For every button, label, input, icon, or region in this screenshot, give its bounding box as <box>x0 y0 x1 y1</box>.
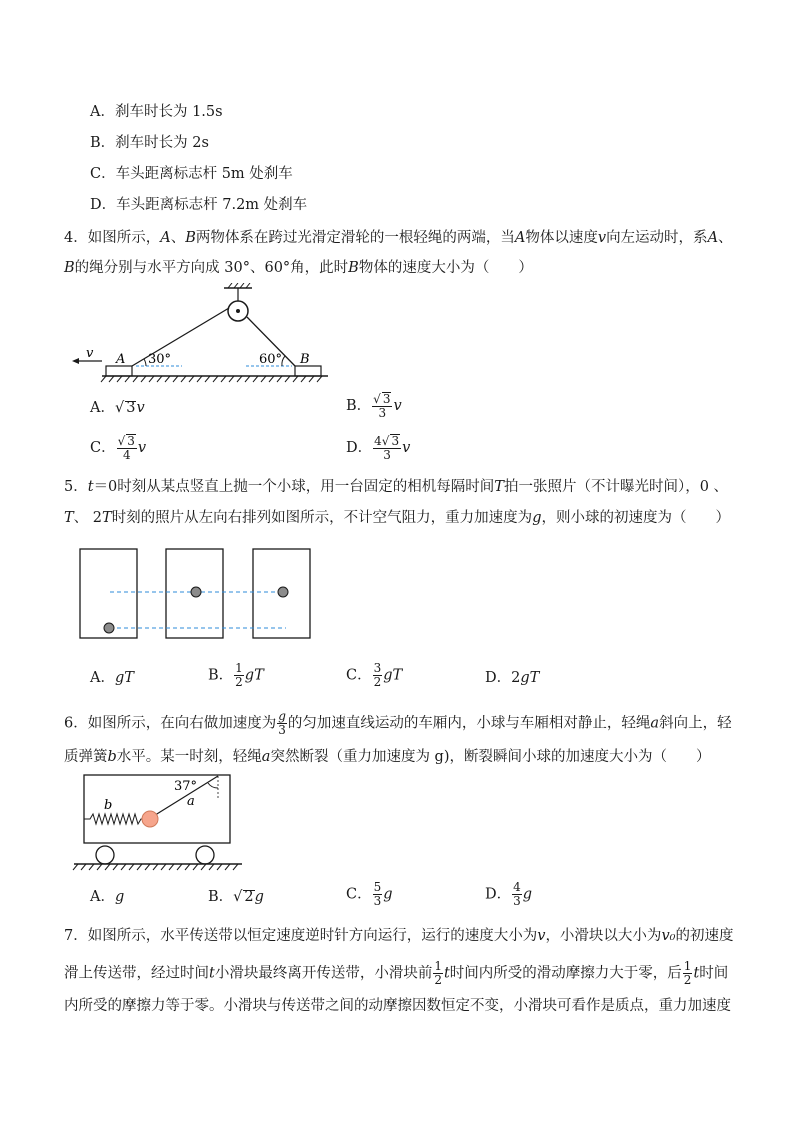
option-label: D． <box>346 440 373 456</box>
rope-a <box>132 308 229 366</box>
q4-text: 、 <box>718 230 733 246</box>
q3-option-b[interactable]: B．刹车时长为 2s <box>90 135 209 151</box>
denominator: 3 <box>373 894 382 908</box>
sqrt-expression: √ 3 <box>114 400 136 416</box>
block-b <box>295 366 321 376</box>
option-label: B． <box>208 889 234 905</box>
q7-text: 小滑块最终离开传送带，小滑块前 <box>214 965 433 982</box>
fraction: $\frac{√ 3}{4}$ <box>117 434 135 462</box>
denominator: 2 <box>373 675 382 689</box>
angle-arc-b <box>282 356 285 366</box>
option-label: C． <box>90 440 116 456</box>
q5-text: ，则小球的初速度为（ ） <box>541 510 730 526</box>
q7-text: 时间内所受的滑动摩擦力大于零，后 <box>449 965 682 982</box>
ball-at-0 <box>104 623 114 633</box>
radicand: 3 <box>382 392 391 406</box>
var-g: g <box>254 889 264 905</box>
ground-hatch <box>101 376 322 382</box>
denominator: 3 <box>378 406 387 420</box>
q5-text: ＝0时刻从某点竖直上抛一个小球，用一台固定的相机每隔时间 <box>93 479 495 495</box>
q3-option-a[interactable]: A．刹车时长为 1.5s <box>90 104 223 120</box>
var-g: g <box>522 886 533 903</box>
numerator: 1 <box>434 959 442 973</box>
q7-var-t: t <box>209 965 215 982</box>
option-label: A． <box>90 889 115 905</box>
fig-label-B: B <box>300 352 310 367</box>
q5-var-T: T <box>64 510 74 526</box>
fraction: $\frac{√ 3}{3}$ <box>373 392 391 420</box>
q4-var-A: A <box>514 230 526 246</box>
radicand: 3 <box>391 434 400 448</box>
q5-text: 拍一张照片（不计曝光时间），0 、 <box>503 479 729 495</box>
block-a <box>106 366 132 376</box>
q7-var-t: t <box>443 965 450 982</box>
var-g: g <box>383 886 393 903</box>
q6-stem-line1 <box>64 710 732 737</box>
sqrt-expression: √ 2 <box>233 889 254 905</box>
q6-text: 水平。某一时刻，轻绳 <box>116 749 262 765</box>
q5-photo-frames-figure <box>78 548 318 642</box>
numerator: g <box>278 709 286 723</box>
q7-stem-line2 <box>64 960 728 987</box>
coefficient: 4 <box>374 434 382 448</box>
q6-text: 6．如图所示，在向右做加速度为 <box>64 715 277 732</box>
wheel-right-icon <box>196 846 214 864</box>
numerator: 5 <box>373 880 382 894</box>
denominator: 3 <box>513 894 521 908</box>
option-label: B． <box>208 667 234 684</box>
ball-at-T <box>191 587 201 597</box>
fraction <box>234 662 244 689</box>
var-v: v <box>137 440 147 456</box>
var-g: g <box>114 889 125 905</box>
denominator: 3 <box>278 723 286 737</box>
fraction-half <box>683 960 693 987</box>
q6-option-c[interactable] <box>346 881 393 908</box>
ground-hatch <box>73 864 238 870</box>
q4-text: 向左运动时，系 <box>606 230 708 246</box>
expr-gT: gT <box>114 670 134 686</box>
denominator: 4 <box>122 448 131 462</box>
q5-var-T: T <box>494 479 504 495</box>
option-label: B． <box>346 398 372 414</box>
q5-option-c[interactable] <box>346 662 402 689</box>
fraction-g-over-3 <box>277 710 287 737</box>
q7-text: ，小滑块以大小为 <box>545 928 662 944</box>
q7-text: 滑上传送带，经过时间 <box>64 965 209 982</box>
q7-var-v: v <box>537 928 546 944</box>
q5-var-g: g <box>532 510 542 526</box>
fraction <box>373 662 383 689</box>
fig-angle-30: 30° <box>148 352 172 367</box>
fig-angle-37: 37° <box>174 779 198 794</box>
q4-text: 两物体系在跨过光滑定滑轮的一根轻绳的两端，当 <box>195 230 515 246</box>
q4-stem-line1 <box>64 228 733 248</box>
q7-text: 时间 <box>699 965 729 982</box>
q7-var-v0: v₀ <box>661 928 676 944</box>
q6-option-d[interactable] <box>485 881 532 908</box>
q4-var-B: B <box>64 260 75 276</box>
q4-var-B: B <box>185 230 196 246</box>
numerator: 1 <box>683 959 692 973</box>
ball-at-2T <box>278 587 288 597</box>
q7-var-t: t <box>693 965 700 982</box>
wheel-left-icon <box>96 846 114 864</box>
fraction <box>373 881 383 908</box>
q5-text: 、 2 <box>73 510 103 526</box>
expr-gT: gT <box>383 667 403 684</box>
var-v: v <box>393 398 402 414</box>
expr-gT: gT <box>244 667 264 684</box>
q3-option-c[interactable]: C．车头距离标志杆 5m 处刹车 <box>90 166 293 182</box>
denominator: 3 <box>383 448 391 462</box>
numerator: 1 <box>235 661 243 675</box>
q5-text: 时刻的照片从左向右排列如图所示，不计空气阻力，重力加速度为 <box>111 510 533 526</box>
fig-angle-60: 60° <box>259 352 283 367</box>
q4-option-a[interactable] <box>90 398 145 418</box>
q4-stem-line2 <box>64 258 533 278</box>
q4-option-b[interactable] <box>346 392 402 420</box>
q6-stem-line2 <box>64 747 711 767</box>
q7-text: 7．如图所示，水平传送带以恒定速度逆时针方向运行，运行的速度大小为 <box>64 928 538 944</box>
q4-text: 的绳分别与水平方向成 30°、60°角，此时 <box>74 260 349 276</box>
numerator: 3 <box>373 661 382 675</box>
q6-text: 突然断裂（重力加速度为 g)，断裂瞬间小球的加速度大小为（ ） <box>270 749 711 765</box>
q6-option-b[interactable] <box>208 887 264 907</box>
q6-var-b: b <box>107 749 117 765</box>
expr-gT: gT <box>520 670 540 686</box>
option-label: D． <box>485 886 512 903</box>
radicand: 3 <box>127 434 135 448</box>
option-label: C． <box>346 886 372 903</box>
q7-stem-line3: 内所受的摩擦力等于零。小滑块与传送带之间的动摩擦因数恒定不变，小滑块可看作是质点，重力加速度 <box>64 998 731 1014</box>
q6-carriage-figure <box>70 772 250 876</box>
q4-text: 物体的速度大小为（ ） <box>358 260 533 276</box>
q5-option-b[interactable] <box>208 662 264 689</box>
q5-stem-line2 <box>64 508 730 528</box>
fig-label-b: b <box>104 798 113 813</box>
var-v: v <box>402 440 411 456</box>
denominator: 2 <box>434 973 442 987</box>
q6-text: 质弹簧 <box>64 749 108 765</box>
velocity-arrowhead-icon <box>72 358 79 364</box>
q6-var-a: a <box>261 749 271 765</box>
option-label: C． <box>346 667 372 684</box>
q4-var-B: B <box>348 260 359 276</box>
option-label: A． <box>90 400 115 416</box>
q4-pulley-figure <box>66 283 336 388</box>
q4-var-v: v <box>597 230 607 246</box>
fraction <box>512 881 522 908</box>
option-label: A． <box>90 670 115 686</box>
q5-var-t: t <box>87 479 94 495</box>
q4-text: 4．如图所示， <box>64 230 161 246</box>
ball <box>142 811 158 827</box>
q4-text: 、 <box>170 230 186 246</box>
q3-option-d[interactable]: D．车头距离标志杆 7.2m 处刹车 <box>90 197 308 213</box>
q4-var-A: A <box>707 230 719 246</box>
var-v: v <box>136 400 145 416</box>
denominator: 2 <box>683 973 692 987</box>
q6-text: 的匀加速直线运动的车厢内，小球与车厢相对静止，轻绳 <box>287 715 651 732</box>
fig-label-v: v <box>86 346 94 361</box>
q4-option-c[interactable] <box>90 434 146 462</box>
fraction-half <box>433 960 443 987</box>
angle-arc-a <box>144 359 146 366</box>
q5-text: 5． <box>64 479 88 495</box>
radicand: 3 <box>126 400 136 416</box>
fraction: $\frac{4√ 3}{3}$ <box>374 434 400 462</box>
q5-option-a[interactable] <box>90 668 134 688</box>
denominator: 2 <box>235 675 243 689</box>
option-label: D． <box>485 670 512 686</box>
q5-option-d[interactable] <box>485 668 539 688</box>
q4-option-d[interactable] <box>346 434 410 462</box>
q6-text: 斜向上，轻 <box>659 715 732 732</box>
numerator: 4 <box>513 880 521 894</box>
q4-text: 物体以速度 <box>525 230 598 246</box>
q7-stem-line1 <box>64 926 733 946</box>
q4-var-A: A <box>160 230 171 246</box>
fig-label-a: a <box>187 794 195 809</box>
q6-var-a: a <box>650 715 660 732</box>
pulley-axle <box>236 309 240 313</box>
q6-option-a[interactable] <box>90 887 124 907</box>
q7-text: 的初速度 <box>675 928 734 944</box>
radicand: 2 <box>244 889 254 905</box>
q5-var-T: T <box>102 510 112 526</box>
fig-label-A: A <box>116 352 126 367</box>
q5-stem-line1 <box>64 477 728 497</box>
coefficient: 2 <box>511 670 521 686</box>
